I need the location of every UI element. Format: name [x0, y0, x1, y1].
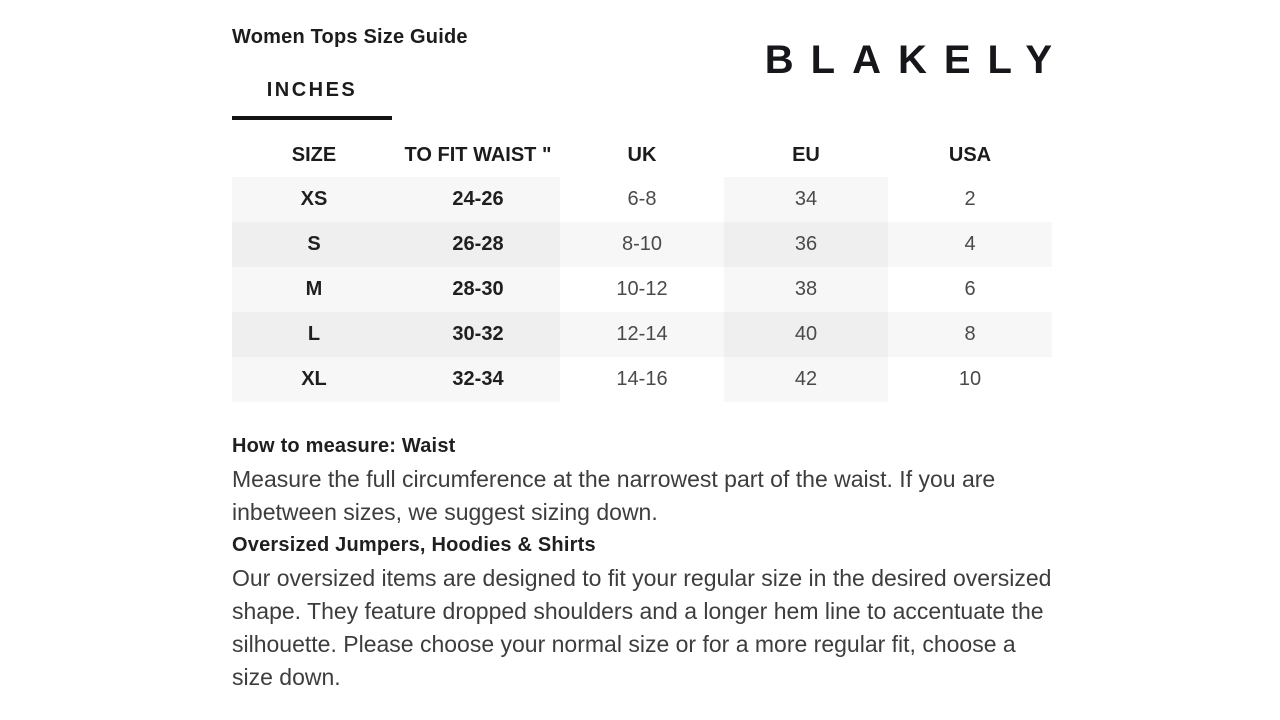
tab-inches[interactable]: INCHES	[232, 78, 392, 120]
cell-waist: 30-32	[396, 312, 560, 357]
size-table	[232, 133, 1052, 402]
oversized-heading: Oversized Jumpers, Hoodies & Shirts	[232, 534, 596, 556]
column-header-waist: TO FIT WAIST "	[396, 133, 560, 177]
table-row	[232, 177, 1052, 222]
cell-size: XL	[232, 357, 396, 402]
cell-uk: 12-14	[616, 323, 668, 345]
cell-usa: 8	[964, 323, 976, 345]
cell-size: L	[232, 312, 396, 357]
cell-uk: 14-16	[616, 368, 668, 390]
cell-uk: 8-10	[621, 233, 663, 255]
page-title: Women Tops Size Guide	[232, 26, 468, 48]
cell-usa: 4	[964, 233, 976, 255]
column-header-usa: USA	[888, 133, 1052, 177]
brand-logo: BLAKELY	[764, 38, 1069, 82]
measure-heading: How to measure: Waist	[232, 435, 456, 457]
cell-size: M	[232, 267, 396, 312]
table-row	[232, 357, 1052, 402]
cell-eu: 34	[724, 177, 888, 222]
cell-uk: 6-8	[627, 188, 657, 210]
cell-size: XS	[232, 177, 396, 222]
cell-waist: 24-26	[396, 177, 560, 222]
cell-eu: 40	[724, 312, 888, 357]
cell-eu: 36	[724, 222, 888, 267]
table-row	[232, 222, 1052, 267]
cell-eu: 38	[724, 267, 888, 312]
notes-section	[232, 430, 1058, 694]
column-header-eu: EU	[724, 133, 888, 177]
table-row	[232, 312, 1052, 357]
cell-waist: 26-28	[396, 222, 560, 267]
column-header-uk: UK	[560, 133, 724, 177]
cell-usa: 6	[964, 278, 976, 300]
cell-waist: 32-34	[396, 357, 560, 402]
cell-usa: 10	[958, 368, 982, 390]
header	[232, 26, 1069, 82]
measure-text: Measure the full circumference at the narrowest part of the waist. If you are inbetween sizes, we suggest sizing down.	[232, 466, 996, 525]
cell-size: S	[232, 222, 396, 267]
size-guide-panel	[232, 0, 1069, 694]
column-header-size: SIZE	[232, 133, 396, 177]
cell-uk: 10-12	[616, 278, 668, 300]
table-row	[232, 267, 1052, 312]
cell-eu: 42	[724, 357, 888, 402]
cell-waist: 28-30	[396, 267, 560, 312]
cell-usa: 2	[964, 188, 976, 210]
size-table-header	[232, 133, 1052, 177]
oversized-text: Our oversized items are designed to fit your regular size in the desired oversized shape. They feature dropped shoulders and a longer hem line to accentuate the silhouette. Please choose your normal size or for a more regular fit, choose a size down.	[232, 565, 1052, 690]
